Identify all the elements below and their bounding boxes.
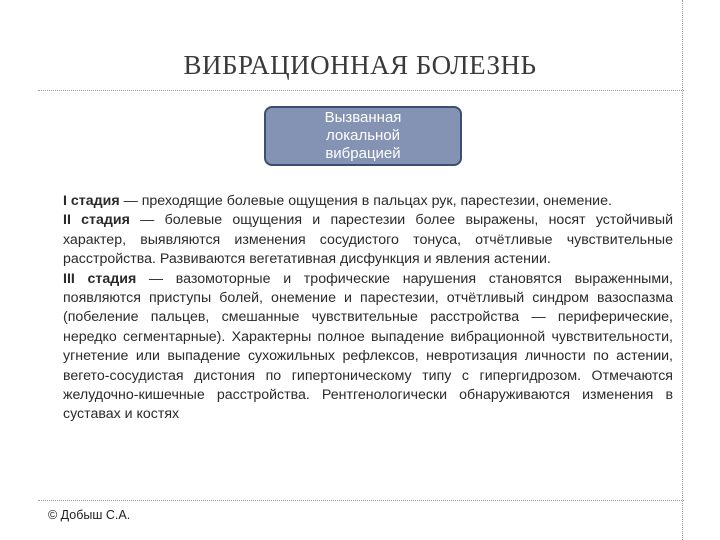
stage-3-text: — вазомоторные и трофические нарушения становятся выраженными, появляются приступы болей, онемение и парестезии, отчётливый синдром вазоспазма (побеление пальцев, смешанные чувствительные расстройства — периферические, нередко сегментарные). Характерны полное выпадение вибрационной чувствительности, угнетение или выпадение сухожильных рефлексов, невротизация личности по астении, вегето-сосудистая дистония по гипертоническому типу с гипергидрозом. Отмечаются желудочно-кишечные расстройства. Рентгенологически обнаруживаются изменения в суставах и костях	[63, 270, 673, 423]
footer-divider	[38, 500, 684, 501]
subtitle-line-3: вибрацией	[325, 145, 401, 162]
slide-title: ВИБРАЦИОННАЯ БОЛЕЗНЬ	[183, 50, 537, 80]
subtitle-line-2: локальной	[325, 127, 401, 144]
stage-1-text: — преходящие болевые ощущения в пальцах рук, парестезии, онемение.	[119, 193, 612, 209]
title-divider	[38, 90, 684, 91]
stage-2-text: — болевые ощущения и парестезии более выражены, носят устойчивый характер, выявляются изменения сосудистого тонуса, отчётливые чувствительные расстройства. Развиваются вегетативная дисфункция и явления астении.	[63, 212, 674, 268]
stage-3-label: III стадия	[63, 270, 137, 287]
stage-2-label: II стадия	[63, 212, 130, 229]
vertical-divider	[682, 0, 683, 540]
subtitle-box	[264, 106, 462, 166]
stages-text	[63, 192, 673, 425]
stage-3-paragraph	[63, 270, 673, 425]
subtitle-line-1: Вызванная	[324, 109, 402, 126]
stage-1-paragraph	[63, 192, 673, 211]
footer-author: © Добыш С.А.	[48, 508, 131, 522]
stage-1-label: I стадия	[63, 193, 120, 209]
stage-2-paragraph	[63, 211, 673, 269]
